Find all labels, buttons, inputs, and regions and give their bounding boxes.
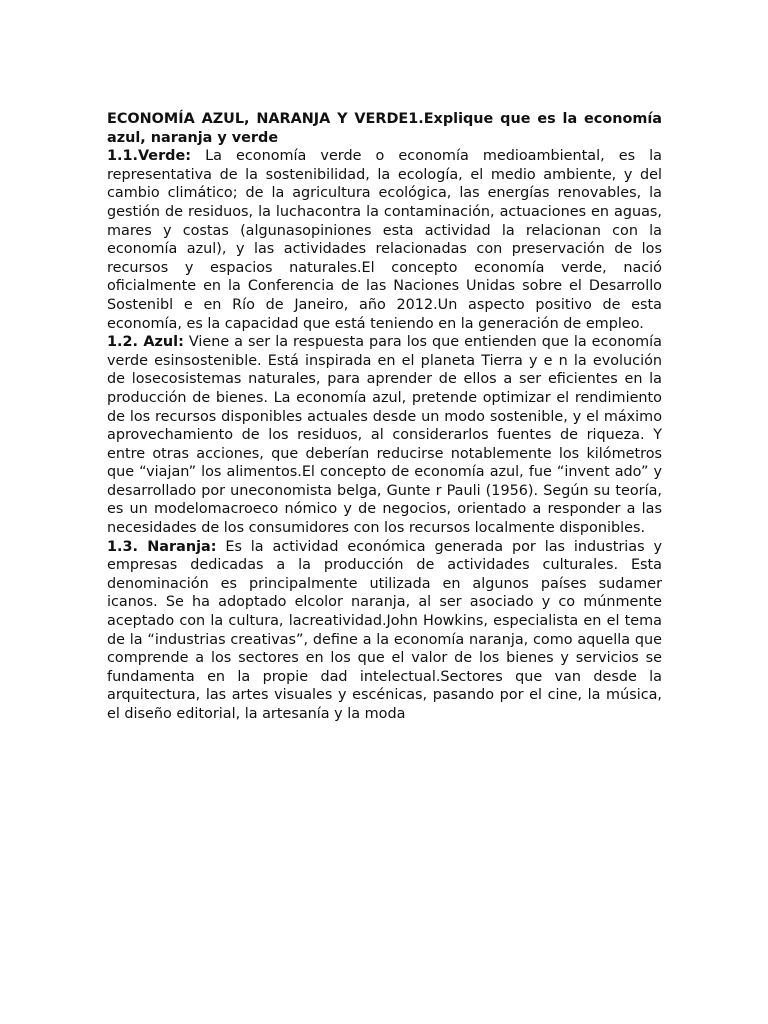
section-verde-heading: 1.1.Verde: xyxy=(107,148,191,165)
section-azul-heading: 1.2. Azul: xyxy=(107,334,184,351)
section-naranja-text: Es la actividad económica generada por las industrias y empresas dedicadas a la producción de actividades culturales. Esta denominación es principalmente utilizada en algunos países sudamer icanos. Se ha adoptado elcolor naranja, al ser asociado y co múnmente aceptado con la cultura, lacreatividad.John Howkins, especialista en el tema de la “industrias creativas”, define a la economía naranja, como aquella que comprende a los sectores en los que el valor de los bienes y servicios se fundamenta en la propie dad intelectual.Sectores que van desde la arquitectura, las artes visuales y escénicas, pasando por el cine, la música, el diseño editorial, la artesanía y la moda xyxy=(107,538,663,722)
section-verde xyxy=(107,147,662,333)
document-body xyxy=(107,110,662,724)
section-azul-text: Viene a ser la respuesta para los que entienden que la economía verde esinsostenible. Está inspirada en el planeta Tierra y e n la evolución de losecosistemas naturales, para aprender de ellos a ser eficientes en la producción de bienes. La economía azul, pretende optimizar el rendimiento de los recursos disponibles actuales desde un modo sostenible, y el máximo aprovechamiento de los residuos, al considerarlos fuentes de riqueza. Y entre otras acciones, que deberían reducirse notablemente los kilómetros que “viajan” los alimentos.El concepto de economía azul, fue “invent ado” y desarrollado por uneconomista belga, Gunte r Pauli (1956). Según su teoría, es un modelomacroeco nómico y de negocios, orientado a responder a las necesidades de los consumidores con los recursos localmente disponibles. xyxy=(107,334,662,537)
section-naranja-heading: 1.3. Naranja: xyxy=(107,538,217,555)
document-title: ECONOMÍA AZUL, NARANJA Y VERDE1.Explique que es la economía azul, naranja y verde xyxy=(107,111,662,146)
section-azul xyxy=(107,333,662,538)
section-naranja xyxy=(107,538,662,724)
section-verde-text: La economía verde o economía medioambiental, es la representativa de la sostenibilidad, la ecología, el medio ambiente, y del cambio climático; de la agricultura ecológica, las energías renovables, la gestión de residuos, la luchacontra la contaminación, actuaciones en aguas, mares y costas (algunasopiniones esta actividad la relacionan con la economía azul), y las actividades relacionadas con preservación de los recursos y espacios naturales.El concepto economía verde, nació oficialmente en la Conferencia de las Naciones Unidas sobre el Desarrollo Sostenibl e en Río de Janeiro, año 2012.Un aspecto positivo de esta economía, es la capacidad que está teniendo en la generación de empleo. xyxy=(107,148,662,332)
